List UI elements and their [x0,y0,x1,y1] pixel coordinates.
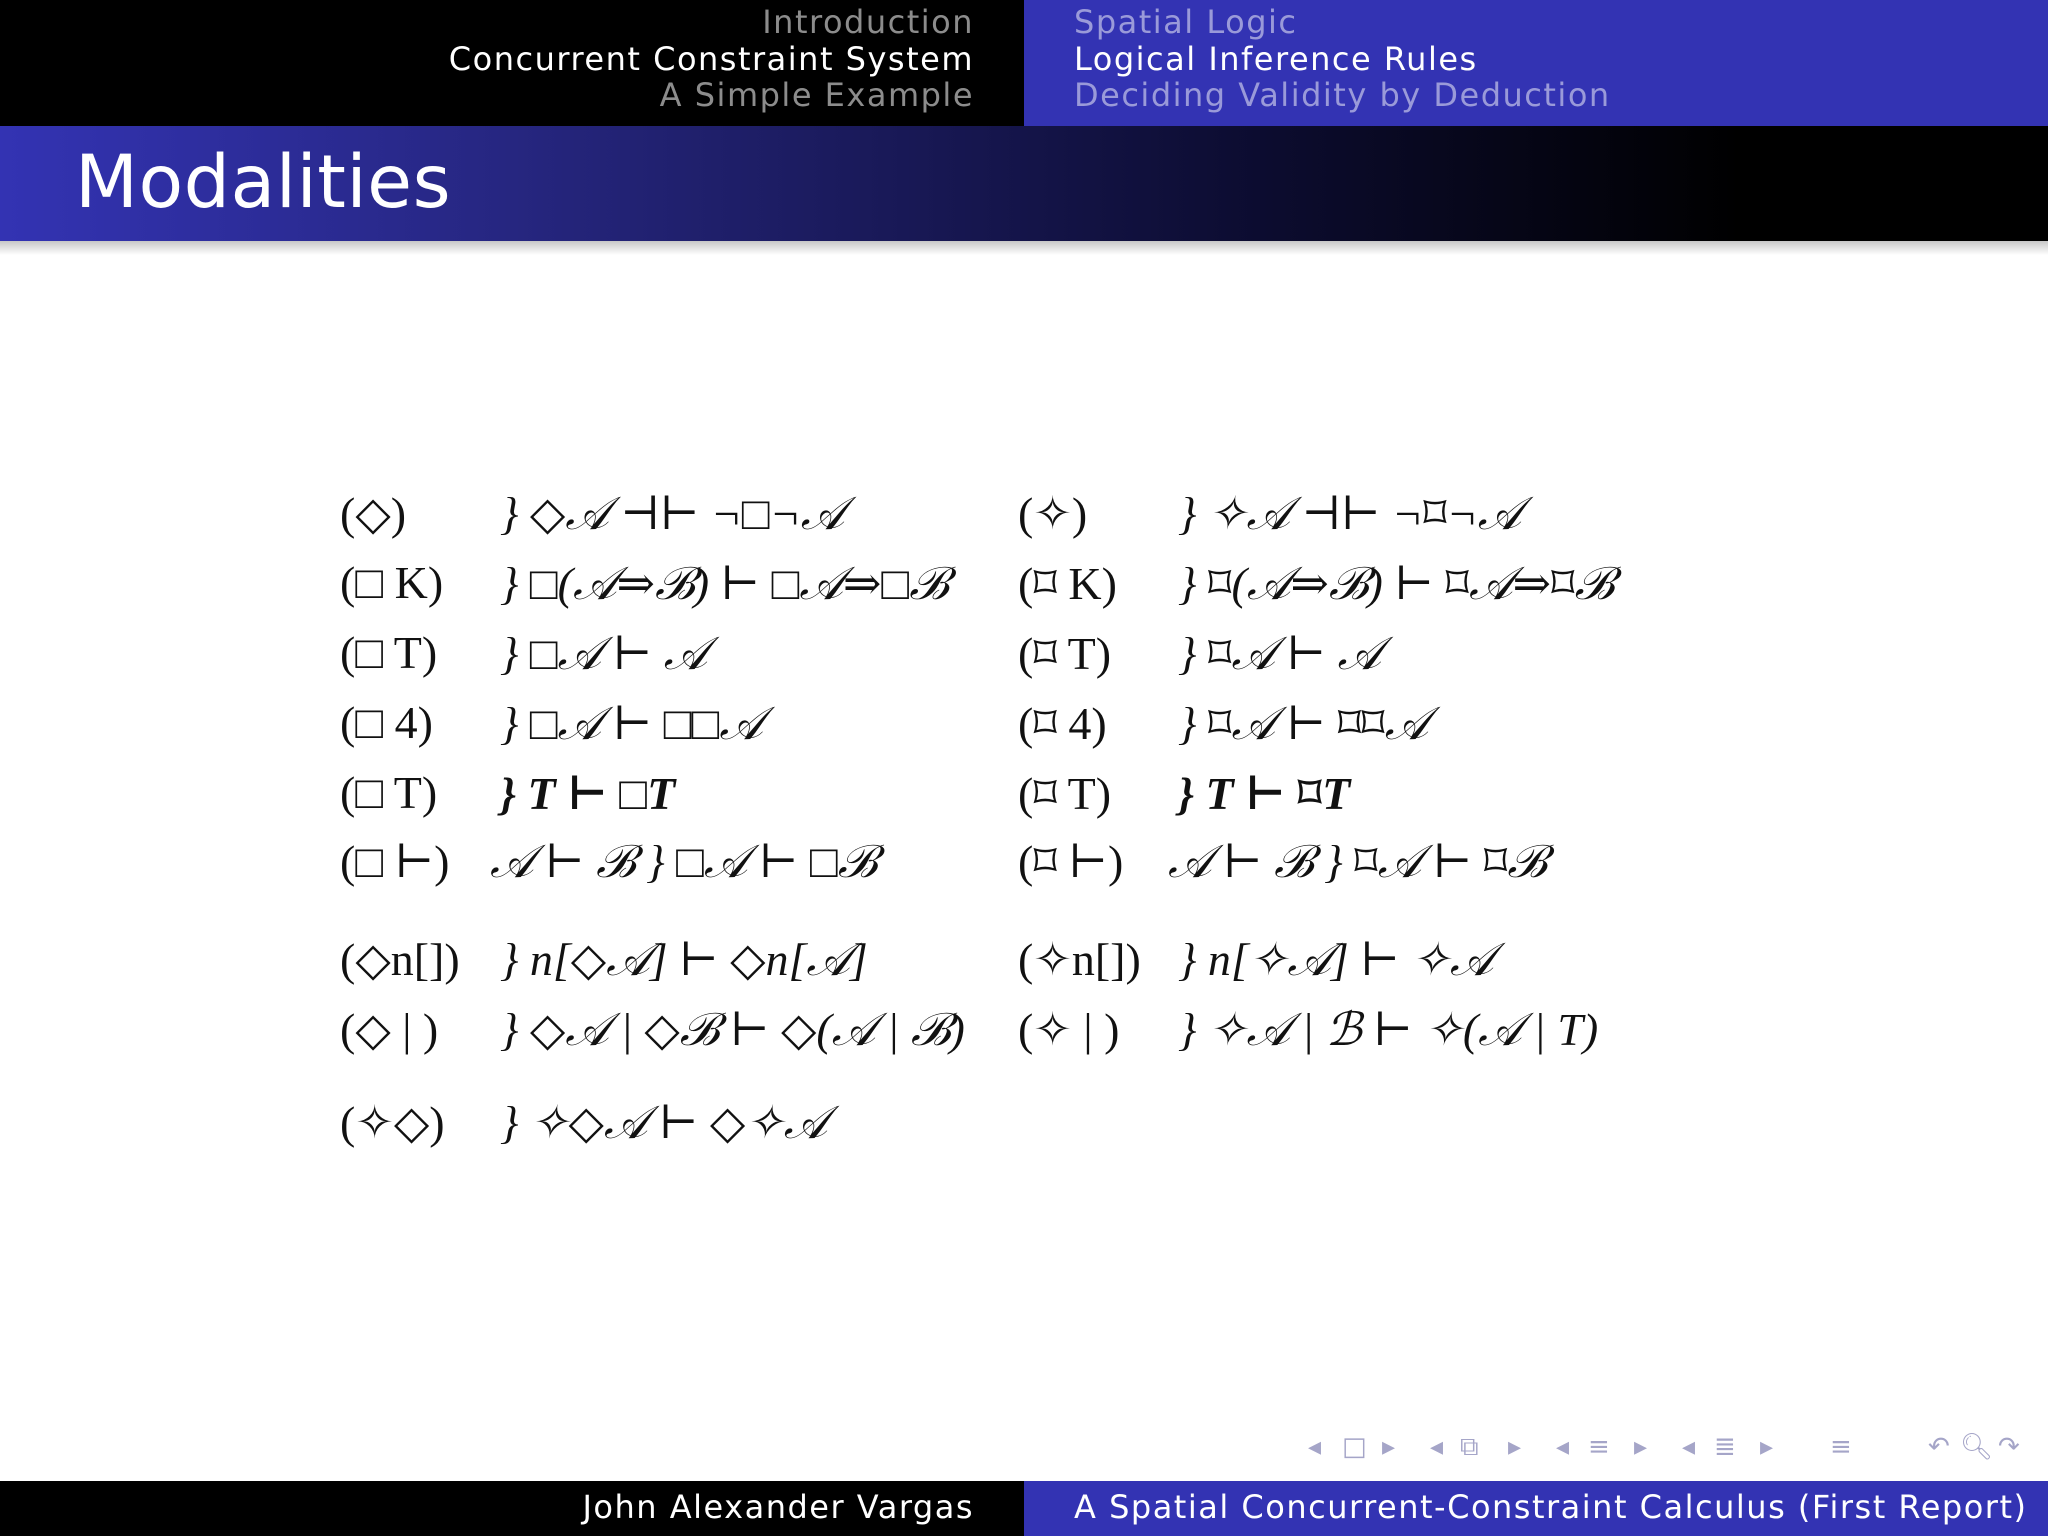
rule-label: (✧n[]) [1018,934,1141,985]
section-prev-icon[interactable]: ◂ [1556,1432,1570,1462]
rule-body: } ⌑(𝒜⇒ℬ) ⊢ ⌑𝒜⇒⌑ℬ [1178,558,1614,609]
section-icon[interactable]: ≡ [1588,1432,1610,1462]
rule-label: (✧) [1018,488,1088,539]
rule-label: (◇ | ) [340,1004,439,1055]
frame-next-icon[interactable]: ▸ [1382,1432,1396,1462]
footer-author: John Alexander Vargas [582,1488,974,1526]
rule-label: (⌑ T) [1018,628,1112,679]
rule-label: (□ T) [340,627,438,678]
document-icon[interactable]: ≣ [1714,1432,1736,1462]
rule-label: (□ T) [340,767,438,818]
document-next-icon[interactable]: ▸ [1760,1432,1774,1462]
rule-row [335,486,1735,546]
rule-body: } □𝒜 ⊢ □□𝒜 [500,698,763,749]
rule-label: (✧◇) [340,1097,445,1148]
section-concurrent-constraint-system[interactable]: Concurrent Constraint System [448,39,974,78]
rule-body: } T ⊢ □T [500,768,676,819]
rule-body: } ◇𝒜 | ◇ℬ ⊢ ◇(𝒜 | ℬ) [500,1004,965,1055]
header-sections-panel [0,0,1024,126]
subsection-spatial-logic[interactable]: Spatial Logic [1074,3,1298,41]
footer-author-panel [0,1481,1024,1536]
rule-label: (□ K) [340,557,444,608]
rule-body: } ◇𝒜 ⊣⊢ ¬□¬𝒜 [500,488,845,539]
forward-icon[interactable]: ↷ [1998,1432,2020,1462]
rule-body: } T ⊢ ⌑T [1178,768,1351,819]
frame-prev-icon[interactable]: ◂ [1308,1432,1322,1462]
rule-body: } □(𝒜⇒ℬ) ⊢ □𝒜⇒□ℬ [500,558,948,609]
rule-body: 𝒜 ⊢ ℬ } □𝒜 ⊢ □ℬ [490,836,877,887]
rule-body: } ⌑𝒜 ⊢ ⌑⌑𝒜 [1178,698,1429,749]
rule-row [335,766,1735,826]
rule-body: } ✧◇𝒜 ⊢ ◇✧𝒜 [500,1097,828,1148]
section-introduction[interactable]: Introduction [762,3,974,41]
rule-label: (□ ⊢) [340,836,450,887]
rule-body: } □𝒜 ⊢ 𝒜 [500,628,708,679]
rule-label: (◇n[]) [340,934,460,985]
footer-short-title: A Spatial Concurrent-Constraint Calculus (First Report) [1074,1488,2028,1526]
subsection-next-icon[interactable]: ▸ [1508,1432,1522,1462]
frame-title-bar [0,126,2048,241]
rule-body: 𝒜 ⊢ ℬ } ⌑𝒜 ⊢ ⌑ℬ [1168,836,1547,887]
outline-icon[interactable]: ≡ [1830,1432,1852,1462]
rule-row [335,556,1735,616]
footer-title-panel [1024,1481,2048,1536]
rule-row [335,932,1735,992]
rule-body: } ✧𝒜 | ℬ ⊢ ✧(𝒜 | T) [1178,1004,1599,1055]
subsection-icon[interactable]: ⧉ [1460,1432,1479,1462]
subsection-logical-inference-rules[interactable]: Logical Inference Rules [1074,39,1478,78]
frame-title: Modalities [75,140,452,225]
section-simple-example[interactable]: A Simple Example [659,76,974,114]
title-shadow [0,241,2048,255]
rule-row [335,1002,1735,1062]
rule-body: } n[◇𝒜] ⊢ ◇n[𝒜] [500,934,868,985]
section-navigation [449,4,974,114]
rule-label: (□ 4) [340,697,433,748]
rule-label: (⌑ 4) [1018,698,1107,749]
subsection-deciding-validity[interactable]: Deciding Validity by Deduction [1074,76,1611,114]
header-subsections-panel [1024,0,2048,126]
section-next-icon[interactable]: ▸ [1634,1432,1648,1462]
rule-label: (⌑ ⊢) [1018,836,1124,887]
document-prev-icon[interactable]: ◂ [1682,1432,1696,1462]
rule-row [335,696,1735,756]
rule-label: (◇) [340,488,407,539]
back-icon[interactable]: ↶ [1928,1432,1950,1462]
modalities-rules-figure [335,470,1735,1170]
rule-body: } ⌑𝒜 ⊢ 𝒜 [1178,628,1382,679]
rule-row [335,834,1735,894]
rule-body: } n[✧𝒜] ⊢ ✧𝒜 [1178,934,1494,985]
rule-label: (⌑ K) [1018,558,1117,609]
rule-body: } ✧𝒜 ⊣⊢ ¬⌑¬𝒜 [1178,488,1522,539]
search-icon[interactable]: 🔍︎ [1960,1432,1994,1462]
beamer-navigation-symbols [1300,1432,2030,1468]
rule-row [335,626,1735,686]
rule-label: (⌑ T) [1018,768,1112,819]
subsection-navigation [1074,4,1611,114]
subsection-prev-icon[interactable]: ◂ [1430,1432,1444,1462]
rule-row [335,1095,1735,1155]
frame-icon[interactable]: □ [1342,1432,1367,1462]
rule-label: (✧ | ) [1018,1004,1120,1055]
